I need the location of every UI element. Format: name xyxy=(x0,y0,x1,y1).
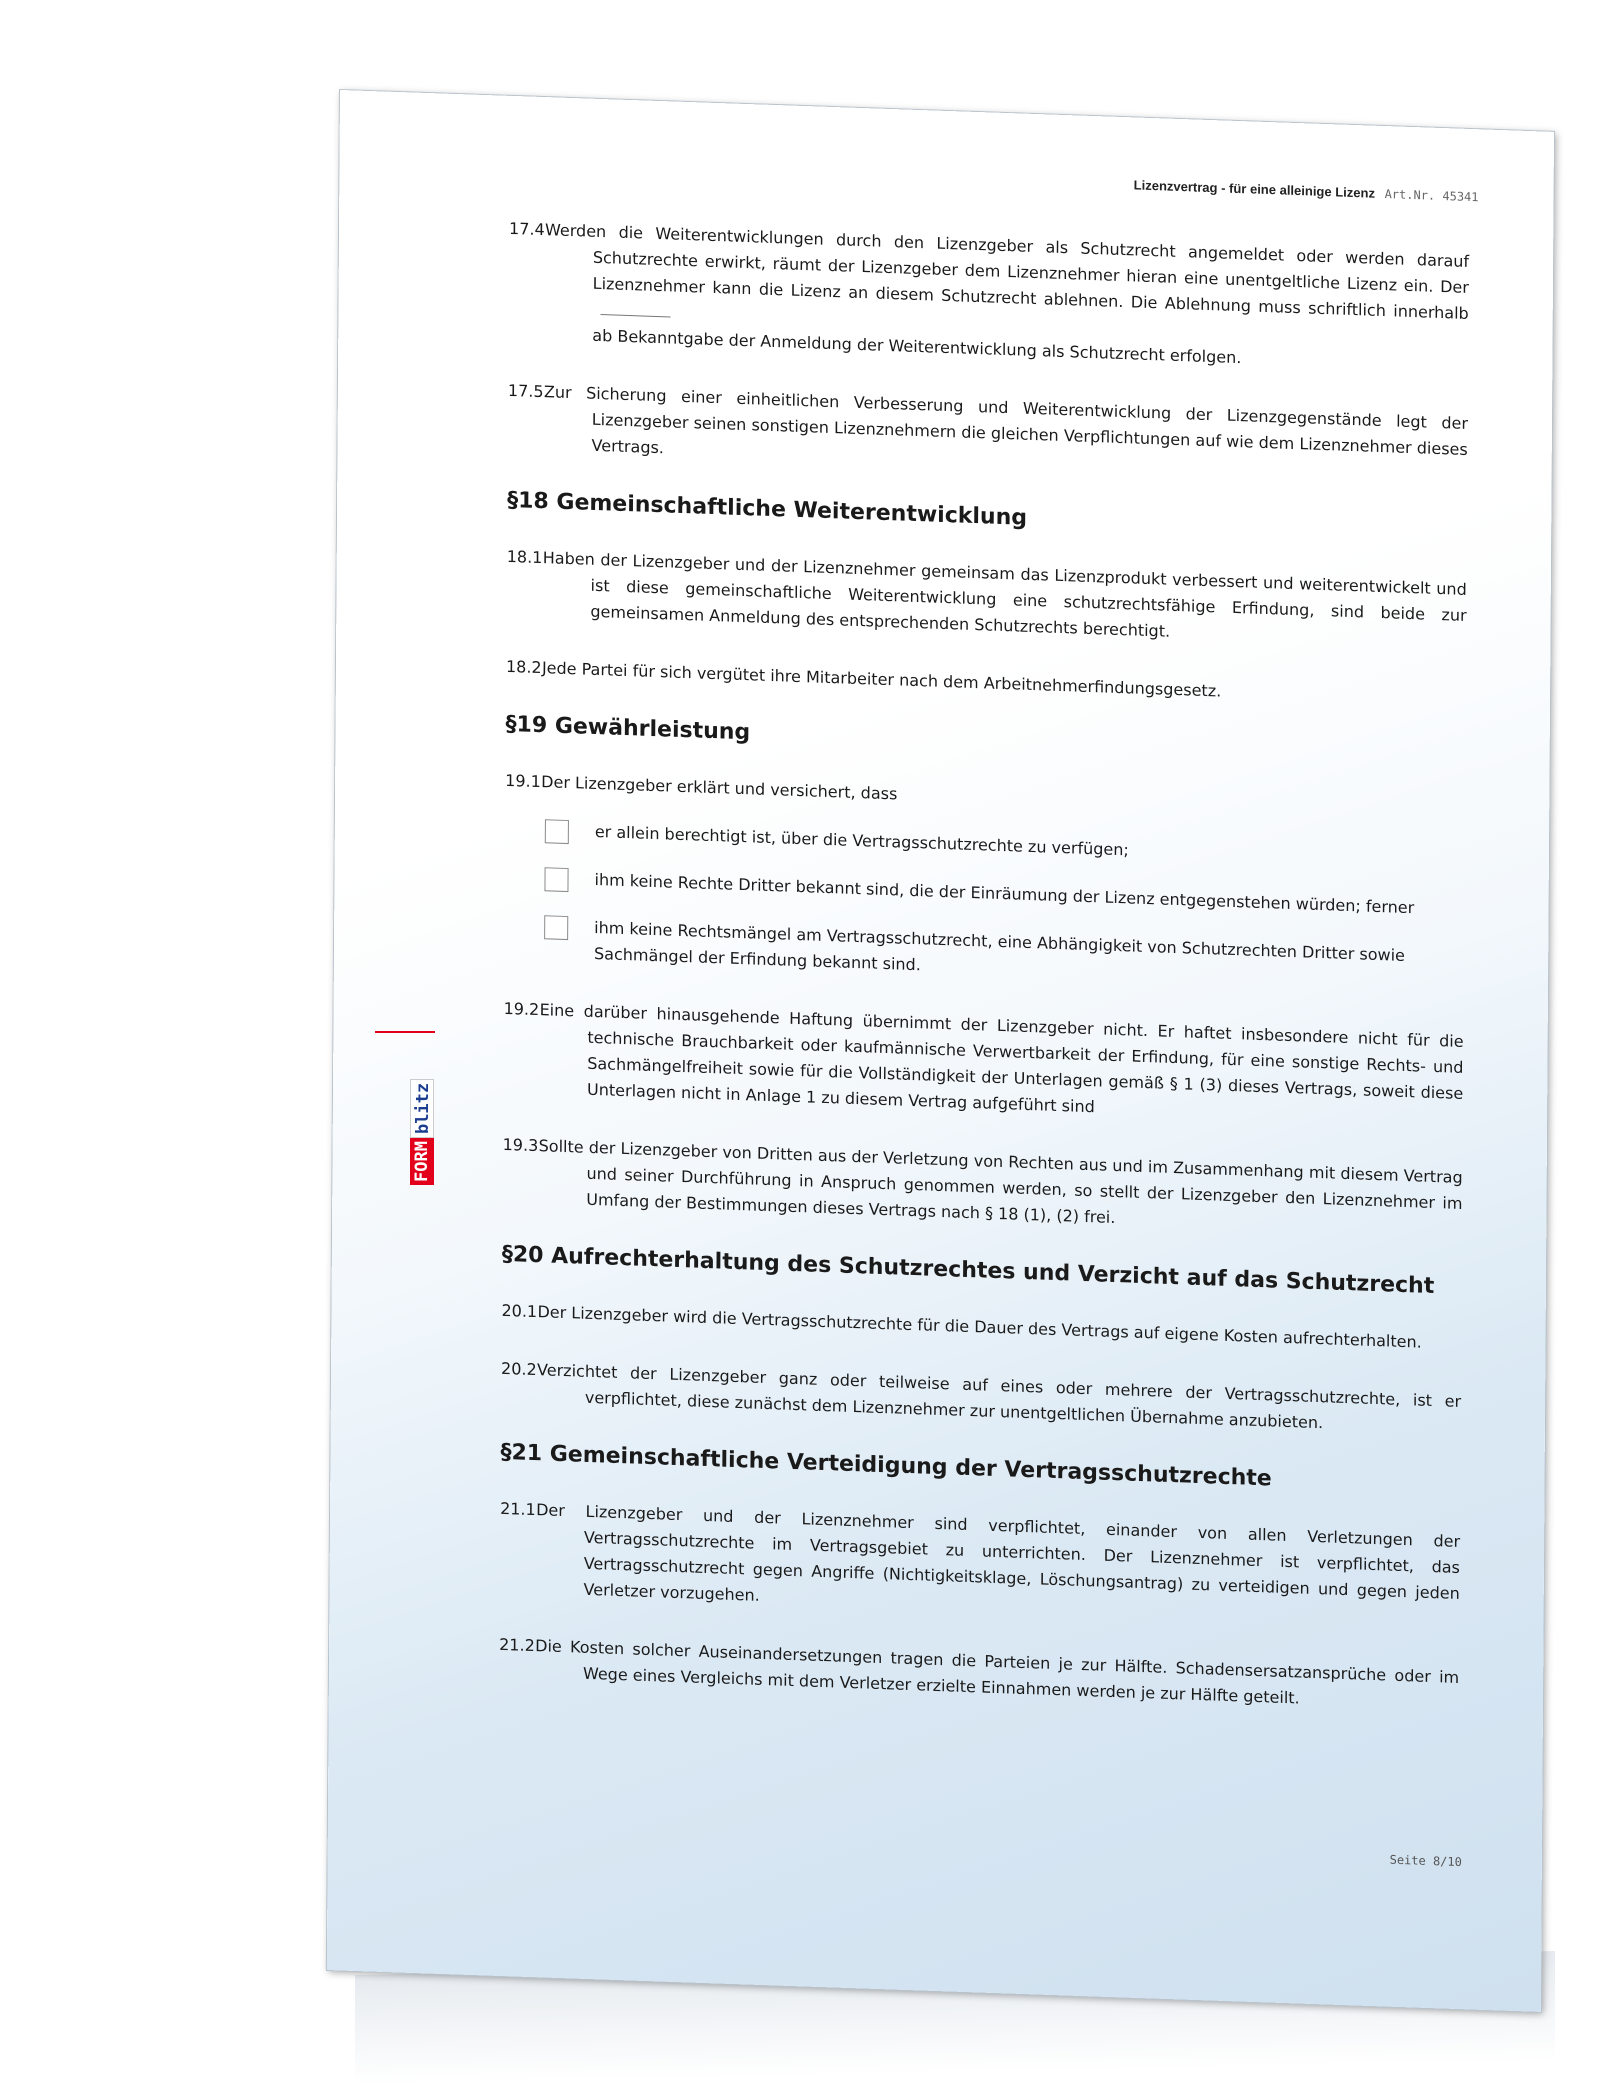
clause-text: Der Lizenzgeber wird die Vertragsschutzrechte für die Dauer des Vertrags auf eigene Kosten aufrechterhalten. xyxy=(537,1302,1422,1352)
checkbox-option xyxy=(545,817,1465,875)
checkbox[interactable] xyxy=(545,819,569,844)
checkbox[interactable] xyxy=(544,867,568,892)
clause-text: Haben der Lizenzgeber und der Lizenznehmer gemeinsam das Lizenzprodukt verbessert und weiterentwickelt und ist diese gemeinschaftliche Weiterentwicklung eine schutzrechtsfähige Erfindung, sind beide zur gemeinsamen Anmeldung des entsprechenden Schutzrechts berechtigt. xyxy=(542,548,1467,641)
clause-17-5 xyxy=(507,378,1468,489)
section-heading-20: §20 Aufrechterhaltung des Schutzrechtes und Verzicht auf das Schutzrecht xyxy=(501,1241,1435,1300)
checkbox-option xyxy=(544,913,1464,997)
section-heading-18: §18 Gemeinschaftliche Weiterentwicklung xyxy=(507,487,1028,531)
clause-number: 21.1 xyxy=(500,1498,536,1520)
clause-text: Zur Sicherung einer einheitlichen Verbesserung und Weiterentwicklung der Lizenzgegenstände legt der Lizenzgeber seinen sonstigen Lizenznehmern die gleichen Verpflichtungen auf wie dem Lizenznehmer dieses Vertrags. xyxy=(543,382,1469,459)
clause-text: Die Kosten solcher Auseinandersetzungen tragen die Parteien je zur Hälfte. Schadensersatzansprüche oder im Wege eines Vergleichs mit dem Verletzer erzielte Einnahmen werden je zur Hälfte geteilt. xyxy=(535,1636,1460,1708)
clause-18-2 xyxy=(506,654,1466,713)
page-header xyxy=(1134,177,1479,204)
logo-form-text: FORM xyxy=(410,1138,434,1185)
clause-19-3 xyxy=(502,1132,1463,1243)
header-title: Lizenzvertrag - für eine alleinige Lizenz xyxy=(1133,177,1376,201)
section-heading-21: §21 Gemeinschaftliche Verteidigung der Vertragsschutzrechte xyxy=(500,1439,1272,1492)
clause-number: 20.2 xyxy=(501,1358,537,1380)
clause-number: 20.1 xyxy=(501,1300,538,1322)
clause-19-2 xyxy=(503,996,1464,1133)
clause-text: Jede Partei für sich vergütet ihre Mitarbeiter nach dem Arbeitnehmerfindungsgesetz. xyxy=(541,658,1222,701)
clause-21-2 xyxy=(499,1632,1459,1717)
clause-number: 18.1 xyxy=(506,546,543,568)
clause-text: Der Lizenzgeber erklärt und versichert, dass xyxy=(541,772,898,804)
clause-number: 19.3 xyxy=(502,1134,539,1156)
checkbox-label: ihm keine Rechtsmängel am Vertragsschutzrecht, eine Abhängigkeit von Schutzrechten Dritter sowie Sachmängel der Erfindung bekannt sind. xyxy=(593,917,1406,975)
header-article-number: Art.Nr. 45341 xyxy=(1384,187,1479,205)
section-heading-19: §19 Gewährleistung xyxy=(505,711,751,746)
clause-number: 19.1 xyxy=(505,770,541,792)
checkbox[interactable] xyxy=(544,915,568,940)
clause-19-1 xyxy=(505,768,1465,827)
clause-20-2 xyxy=(501,1356,1461,1441)
clause-17-4 xyxy=(508,216,1469,379)
clause-number: 18.2 xyxy=(505,656,542,678)
document-page xyxy=(327,90,1554,2012)
checkbox-label: er allein berechtigt ist, über die Vertragsschutzrechte zu verfügen; xyxy=(594,821,1129,860)
logo-blitz-text: blitz xyxy=(410,1079,434,1138)
page-number: Seite 8/10 xyxy=(1389,1852,1462,1870)
document-body xyxy=(499,216,1470,1749)
clause-18-1 xyxy=(506,544,1467,655)
clause-number: 17.4 xyxy=(509,218,545,240)
clause-text: Der Lizenzgeber und der Lizenznehmer sind verpflichtet, einander von allen Verletzungen der Vertragsschutzrechte im Vertragsgebiet zu unterrichten. Der Lizenznehmer ist verpflichtet, das Vertragsschutzrecht gegen Angriffe (Nichtigkeitsklage, Löschungsantrag) zu verteidigen und gegen jeden Verletzer vorzugehen. xyxy=(536,1500,1461,1605)
logo-accent-line xyxy=(375,1031,435,1033)
clause-number: 19.2 xyxy=(503,998,540,1020)
clause-20-1 xyxy=(501,1298,1461,1357)
clause-text: Verzichtet der Lizenzgeber ganz oder teilweise auf eines oder mehrere der Vertragsschutzrechte, ist er verpflichtet, diese zunächst dem Lizenznehmer zur unentgeltlichen Übernahme anzubieten. xyxy=(537,1360,1462,1433)
logo-wordmark xyxy=(410,1035,434,1185)
clause-21-1 xyxy=(499,1496,1460,1633)
clause-number: 17.5 xyxy=(507,380,544,402)
formblitz-logo xyxy=(410,1035,434,1185)
checkbox-label: ihm keine Rechte Dritter bekannt sind, die der Einräumung der Lizenz entgegenstehen würden; ferner xyxy=(594,869,1415,918)
fill-in-blank[interactable] xyxy=(600,314,670,317)
clause-text: Werden die Weiterentwicklungen durch den Lizenzgeber als Schutzrecht angemeldet oder werden darauf Schutzrechte erwirkt, räumt der Lizenzgeber dem Lizenznehmer hieran eine unentgeltliche Lizenz ein. Der Lizenznehmer kann die Lizenz an diesem Schutzrecht ablehnen. Die Ablehnung muss schriftlich innerhalb ab Bekanntgabe der Anmeldung der Weiterentwicklung als Schutzrecht erfolgen. xyxy=(545,220,1470,368)
checkbox-option xyxy=(544,865,1464,923)
clause-text: Sollte der Lizenzgeber von Dritten aus der Verletzung von Rechten aus und im Zusammenhang mit diesem Vertrag und seiner Durchführung in Anspruch genommen werden, so stellt der Lizenzgeber den Lizenznehmer im Umfang der Bestimmungen dieses Vertrags nach § 18 (1), (2) frei. xyxy=(538,1136,1463,1228)
clause-text: Eine darüber hinausgehende Haftung übernimmt der Lizenzgeber nicht. Er haftet insbesondere nicht für die technische Brauchbarkeit oder kaufmännische Verwertbarkeit der Erfindung, für eine sonstige Rechts- und Sachmängelfreiheit sowie für die Vollständigkeit der Unterlagen gemäß § 1 (3) dieses Vertrags, soweit diese Unterlagen nicht in Anlage 1 zu diesem Vertrag aufgeführt sind xyxy=(539,1000,1464,1117)
clause-number: 21.2 xyxy=(499,1634,535,1656)
